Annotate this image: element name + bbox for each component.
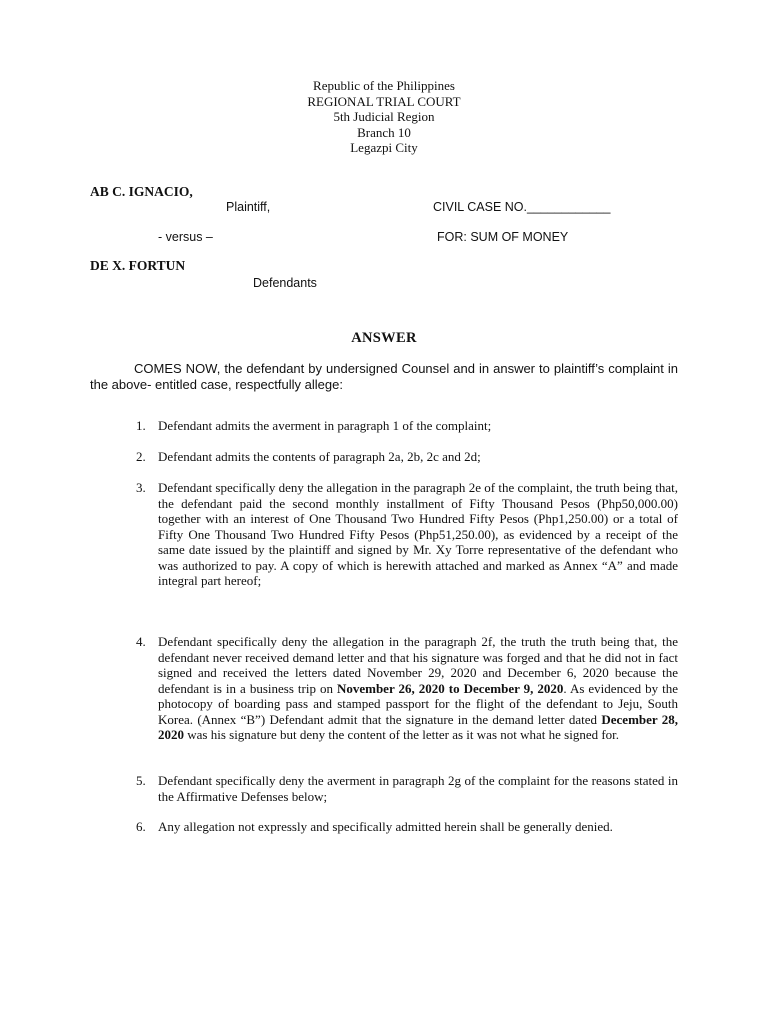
defendant-name: DE X. FORTUN xyxy=(90,258,186,273)
item-number: 3. xyxy=(136,480,146,495)
plaintiff-role: Plaintiff, xyxy=(226,200,271,214)
versus-label: - versus – xyxy=(158,230,213,244)
header-city: Legazpi City xyxy=(350,140,418,155)
item-number: 4. xyxy=(136,634,146,649)
plaintiff-name: AB C. IGNACIO, xyxy=(90,184,193,199)
item-text-part: was his signature but deny the content of the letter as it was not what he signed for. xyxy=(184,727,620,742)
list-item xyxy=(90,418,678,434)
item-text: Defendant specifically deny the allegation in the paragraph 2e of the complaint, the truth being that, the defendant paid the second monthly installment of Fifty Thousand Pesos (Php50,000.00) together with an interest of One Thousand Two Hundred Fifty Pesos (Php1,250.00) or a total of Fifty One Thousand Two Hundred Fifty Pesos (Php51,250.00), as evidenced by a receipt of the same date issued by the plaintiff and signed by Mr. Xy Torre representative of the defendant who was authorized to pay. A copy of which is herewith attached and marked as Annex “A” and made integral part hereof; xyxy=(158,480,678,588)
court-header xyxy=(0,78,768,156)
item-text: Any allegation not expressly and specifically admitted herein shall be generally denied. xyxy=(158,819,613,834)
item-text: Defendant admits the averment in paragraph 1 of the complaint; xyxy=(158,418,492,433)
demand-letter-date: December 28, 2020 xyxy=(158,711,678,742)
item-number: 6. xyxy=(136,819,146,834)
list-item xyxy=(90,480,678,589)
civil-case-number: CIVIL CASE NO.____________ xyxy=(433,200,611,214)
header-court: REGIONAL TRIAL COURT xyxy=(307,93,461,109)
item-text-part: . As evidenced by the photocopy of boarding pass and stamped passport for the flight of the defendant to Jeju, South Korea. (Annex “B”) Defendant admit that the signature in the demand letter dated xyxy=(158,680,678,727)
item-number: 2. xyxy=(136,449,146,464)
intro-paragraph: COMES NOW, the defendant by undersigned Counsel and in answer to plaintiff’s complaint in the above- entitled case, respectfully allege: xyxy=(90,361,678,392)
item-text: Defendant admits the contents of paragraph 2a, 2b, 2c and 2d; xyxy=(158,449,481,464)
item-text-part: Defendant specifically deny the allegation in the paragraph 2f, the truth the truth being that, the defendant never received demand letter and that his signature was forged and that he did not in fact signed and received the letters dated November 29, 2020 and December 6, 2020 because the defendant is in a business trip on xyxy=(158,634,678,696)
list-item xyxy=(90,634,678,743)
list-item xyxy=(90,819,678,835)
document-title: ANSWER xyxy=(351,330,417,346)
header-region: 5th Judicial Region xyxy=(333,109,435,124)
item-text: Defendant specifically deny the averment in paragraph 2g of the complaint for the reasons stated in the Affirmative Defenses below; xyxy=(158,773,678,804)
defendant-role: Defendants xyxy=(253,276,317,290)
list-item xyxy=(90,773,678,804)
item-number: 1. xyxy=(136,418,146,433)
case-nature: FOR: SUM OF MONEY xyxy=(437,230,569,244)
header-republic: Republic of the Philippines xyxy=(313,78,455,93)
trip-dates: November 26, 2020 to December 9, 2020 xyxy=(336,680,564,696)
item-text xyxy=(158,634,678,743)
header-branch: Branch 10 xyxy=(357,124,411,140)
item-number: 5. xyxy=(136,773,146,788)
list-item xyxy=(90,449,678,465)
